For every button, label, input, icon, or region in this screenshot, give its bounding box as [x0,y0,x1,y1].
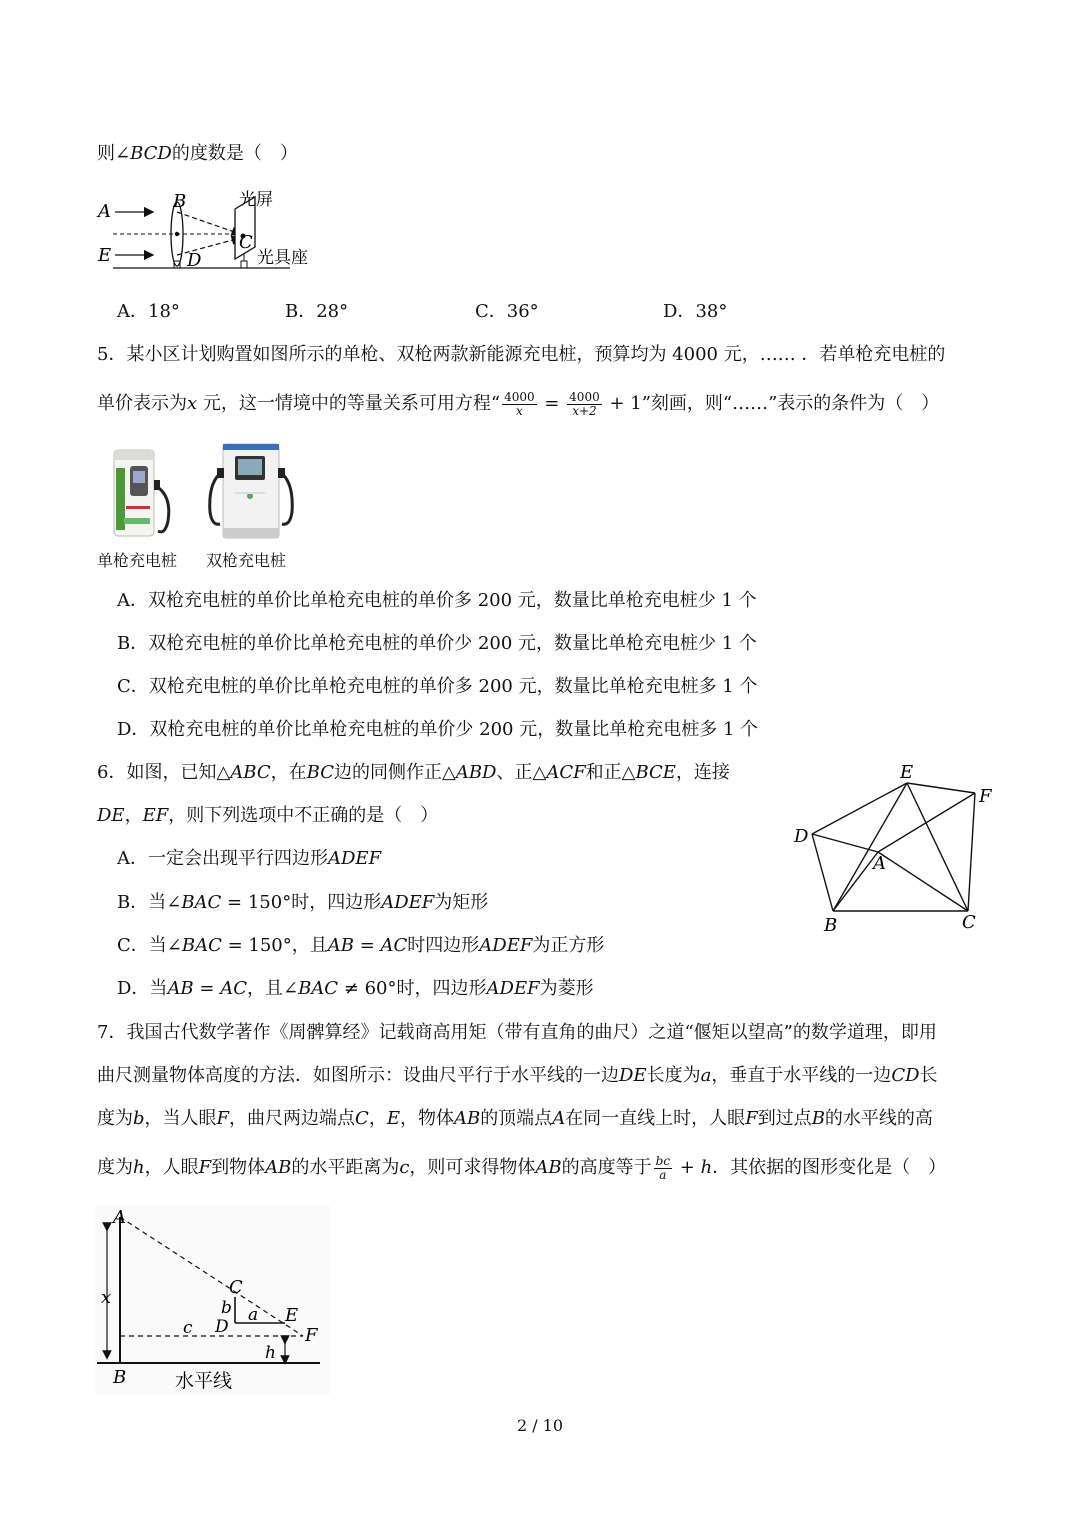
q4-label-e: E [98,245,112,266]
q7-label-h: h [265,1343,276,1363]
q7-label-c: C [229,1277,243,1298]
q4-label-b: B [173,191,187,212]
q4-option-c: C．36° [475,301,539,322]
q7-line3: 度为b，当人眼F，曲尺两边端点C，E，物体AB的顶端点A在同一直线上时，人眼F到过点B的水平线的高 [97,1108,933,1129]
q6-label-e: E [900,762,914,783]
q7-label-bb: B [113,1367,127,1388]
q7-label-b-small: b [221,1298,232,1318]
q6-label-b: B [824,915,838,936]
q4-option-b: B．28° [285,301,349,322]
single-charger-image [112,446,174,542]
q6-option-b: B．当∠BAC = 150°时，四边形ADEF为矩形 [117,892,489,913]
q4-label-c: C [239,232,253,253]
q6-label-c: C [962,912,976,933]
q7-fraction: $\frac{bc}{a}$ [655,1153,671,1182]
q4-label-base: 光具座 [257,248,308,268]
q4-option-d: D．38° [663,301,728,322]
q6-option-c: C．当∠BAC = 150°，且AB = AC时四边形ADEF为正方形 [117,935,605,956]
q5-option-d: D．双枪充电桩的单价比单枪充电桩的单价少 200 元，数量比单枪充电桩多 1 个 [117,719,759,740]
q6-label-f: F [979,786,992,807]
q7-label-a: A [113,1207,126,1228]
q7-label-a-small: a [248,1305,259,1325]
q5-option-c: C．双枪充电桩的单价比单枪充电桩的单价多 200 元，数量比单枪充电桩多 1 个 [117,676,758,697]
q6-label-a: A [873,853,886,874]
q4-label-d: D [187,250,202,271]
q7-measure-figure [95,1205,330,1395]
q5-option-a: A．双枪充电桩的单价比单枪充电桩的单价多 200 元，数量比单枪充电桩少 1 个 [117,590,757,611]
q7-label-x: x [101,1287,112,1308]
q7-label-f: F [305,1325,318,1346]
q4-label-a: A [98,201,111,222]
q6-geometry-figure [790,760,1000,940]
q5-option-b: B．双枪充电桩的单价比单枪充电桩的单价少 200 元，数量比单枪充电桩少 1 个 [117,633,757,654]
q7-line4: 度为h，人眼F到物体AB的水平距离为c，则可求得物体AB的高度等于 $\frac{bc}{a}$ + h．其依据的图形变化是（ ） [97,1153,947,1182]
q7-label-e: E [285,1305,299,1326]
q5-fraction-2: $\frac{4000}{x+2}$ [569,389,600,418]
q6-label-d: D [794,826,809,847]
q7-line1: 7．我国古代数学著作《周髀算经》记载商高用矩（带有直角的曲尺）之道“偃矩以望高”的数学道理，即用 [97,1022,937,1043]
q7-label-c-small: c [183,1318,193,1338]
q4-text-end: 的度数是（ ） [171,143,298,164]
q4-text: 则∠ [97,143,131,164]
q6-option-a: A．一定会出现平行四边形ADEF [117,848,382,869]
q7-label-horizon: 水平线 [175,1370,233,1392]
q5-line1: 5．某小区计划购置如图所示的单枪、双枪两款新能源充电桩，预算均为 4000 元，…… ．若单枪充电桩的 [97,344,946,365]
q6-line2: DE，EF，则下列选项中不正确的是（ ） [97,805,439,826]
q4-angle: BCD [130,143,172,164]
q4-option-a: A．18° [117,301,180,322]
page-number: 2 / 10 [516,1416,564,1435]
q5-line2: 单价表示为x 元，这一情境中的等量关系可用方程“ $\frac{4000}{x}$ = $\frac{4000}{x+2}$ + 1”刻画，则“……”表示的条件为（ ） [97,389,940,418]
q6-line1: 6．如图，已知△ABC，在BC边的同侧作正△ABD、正△ACF和正△BCE，连接 [97,762,730,783]
q7-line2: 曲尺测量物体高度的方法．如图所示：设曲尺平行于水平线的一边DE长度为a，垂直于水平线的一边CD长 [97,1065,938,1086]
q6-option-d: D．当AB = AC，且∠BAC ≠ 60°时，四边形ADEF为菱形 [117,978,594,999]
double-charger-label: 双枪充电桩 [206,551,287,570]
double-charger-image [205,442,295,542]
q4-question-tail [97,142,298,166]
single-charger-label: 单枪充电桩 [97,551,178,570]
q5-fraction-1: $\frac{4000}{x}$ [504,389,535,418]
q4-label-screen: 光屏 [239,190,273,210]
q4-lens-figure [95,185,335,275]
q7-label-d: D [215,1317,229,1337]
